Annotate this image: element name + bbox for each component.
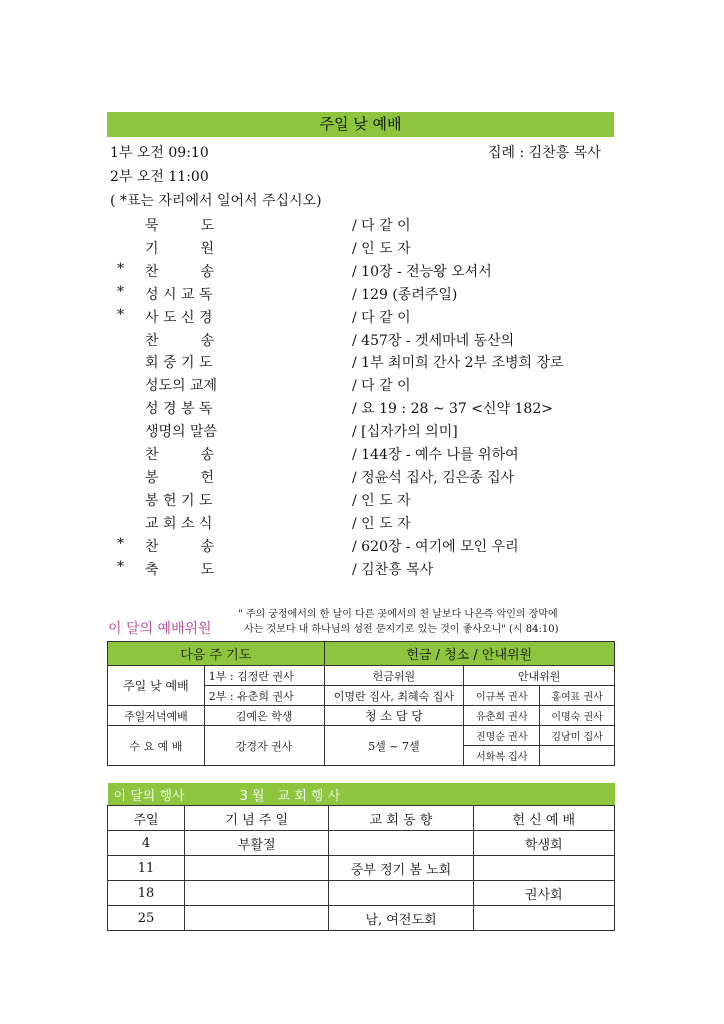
events-header-row — [108, 783, 615, 806]
standing-marker: * — [117, 260, 124, 277]
order-item-name: 성 시 교 독 — [145, 286, 213, 303]
table-row — [108, 706, 615, 726]
table-cell: 18 — [108, 881, 185, 906]
column-header: 교 회 동 향 — [329, 806, 473, 831]
monthly-committee-label: 이 달의 예배위원 — [108, 621, 212, 637]
scripture-quote — [238, 607, 559, 637]
order-item-name: 찬 송 — [145, 263, 215, 280]
evening-offering: 청 소 담 당 — [324, 706, 464, 726]
order-item-name: 찬 송 — [145, 332, 215, 349]
table-cell — [185, 906, 329, 931]
order-item-name: 생명의 말씀 — [145, 424, 218, 441]
table-cell: 남, 여전도회 — [329, 906, 473, 931]
evening-prayer: 김예은 학생 — [204, 706, 324, 726]
order-item-name: 교 회 소 식 — [145, 515, 213, 532]
header-prayer: 다음 주 기도 — [108, 642, 325, 666]
order-row — [107, 282, 614, 304]
order-row — [107, 396, 614, 418]
order-row — [107, 488, 614, 510]
table-cell — [473, 856, 614, 881]
table-row — [108, 666, 615, 686]
table-cell — [473, 906, 614, 931]
committee-header-row — [108, 642, 615, 666]
table-row — [108, 856, 615, 881]
committee-table — [107, 641, 615, 766]
order-item-value: / 다 같 이 — [352, 309, 411, 326]
sub-offering: 헌금위원 — [324, 666, 464, 686]
events-title: 3 월 교 회 행 사 — [185, 783, 615, 806]
order-item-value: / 457장 - 겟세마네 동산의 — [352, 332, 515, 349]
usher-cell — [540, 746, 615, 766]
events-table — [107, 783, 615, 931]
order-item-name: 회 중 기 도 — [145, 355, 213, 372]
table-row — [108, 726, 615, 746]
order-item-value: / 144장 - 예수 나를 위하여 — [352, 447, 519, 463]
order-row — [107, 442, 614, 464]
table-row — [108, 881, 615, 906]
usher-cell: 이규복 권사 — [464, 686, 540, 706]
order-item-name: 성 경 봉 독 — [145, 401, 213, 418]
sunday-offering: 이명란 집사, 최혜숙 집사 — [324, 686, 464, 706]
order-item-name: 봉 헌 — [145, 469, 215, 486]
order-item-name: 찬 송 — [145, 447, 215, 463]
usher-cell: 서화복 집사 — [464, 746, 540, 766]
wednesday-offering: 5셀 ~ 7셀 — [324, 726, 464, 766]
order-item-value: / [십자가의 의미] — [352, 424, 458, 441]
usher-cell: 진명순 권사 — [464, 726, 540, 746]
standing-marker: * — [117, 535, 124, 552]
table-row — [108, 906, 615, 931]
order-row — [107, 236, 614, 258]
standing-marker: * — [117, 306, 124, 323]
events-column-headers — [108, 806, 615, 831]
order-item-name: 성도의 교제 — [145, 378, 218, 395]
service-time-1: 1부 오전 09:10 — [110, 145, 209, 161]
order-row — [107, 373, 614, 395]
usher-cell: 이명숙 권사 — [540, 706, 615, 726]
table-cell — [329, 881, 473, 906]
usher-cell: 김남미 집사 — [540, 726, 615, 746]
service-time-2: 2부 오전 11:00 — [110, 169, 209, 185]
table-cell: 11 — [108, 856, 185, 881]
order-item-name: 기 원 — [145, 240, 215, 257]
column-header: 헌 신 예 배 — [473, 806, 614, 831]
sunday-label: 주일 낮 예배 — [108, 666, 205, 706]
order-item-value: / 인 도 자 — [352, 240, 411, 257]
order-item-value: / 10장 - 전능왕 오셔서 — [352, 263, 492, 280]
order-row — [107, 511, 614, 533]
order-item-name: 사 도 신 경 — [145, 309, 213, 326]
events-label: 이 달의 행사 — [108, 783, 185, 806]
table-cell — [185, 856, 329, 881]
table-cell: 부활절 — [185, 831, 329, 856]
table-cell: 권사회 — [473, 881, 614, 906]
order-item-name: 찬 송 — [145, 538, 215, 555]
table-cell — [185, 881, 329, 906]
wednesday-label: 수 요 예 배 — [108, 726, 205, 766]
column-header: 주일 — [108, 806, 185, 831]
order-item-value: / 김찬흥 목사 — [352, 561, 434, 578]
wednesday-prayer: 강경자 권사 — [204, 726, 324, 766]
header-offering: 헌금 / 청소 / 안내위원 — [324, 642, 615, 666]
order-item-value: / 620장 - 여기에 모인 우리 — [352, 538, 519, 555]
order-row — [107, 213, 614, 235]
standing-marker: * — [117, 283, 124, 300]
order-row — [107, 328, 614, 350]
order-item-value: / 1부 최미희 간사 2부 조병희 장로 — [352, 355, 564, 372]
quote-line-1: " 주의 궁정에서의 한 날이 다른 곳에서의 천 날보다 나은즉 악인의 장막에 — [238, 609, 558, 620]
order-item-value: / 다 같 이 — [352, 218, 411, 234]
table-cell: 25 — [108, 906, 185, 931]
evening-label: 주일저녁예배 — [108, 706, 205, 726]
quote-line-2: 사는 것보다 내 하나님의 성전 문지기로 있는 것이 좋사오니" (시 84:10) — [244, 624, 559, 635]
service-title: 주일 낮 예배 — [107, 112, 614, 137]
column-header: 기 념 주 일 — [185, 806, 329, 831]
order-item-value: / 129 (종려주일) — [352, 286, 458, 303]
order-item-name: 묵 도 — [145, 218, 215, 234]
table-cell — [329, 831, 473, 856]
order-row — [107, 465, 614, 487]
table-row — [108, 831, 615, 856]
sunday-prayer-1: 1부 : 김정란 권사 — [204, 666, 324, 686]
order-row — [107, 557, 614, 579]
order-item-value: / 인 도 자 — [352, 492, 411, 509]
order-row — [107, 259, 614, 281]
order-row — [107, 350, 614, 372]
order-item-value: / 인 도 자 — [352, 515, 411, 532]
order-item-name: 봉 헌 기 도 — [145, 492, 213, 509]
order-item-value: / 요 19 : 28 ~ 37 <신약 182> — [352, 401, 553, 418]
table-cell: 중부 정기 봄 노회 — [329, 856, 473, 881]
sub-usher: 안내위원 — [464, 666, 615, 686]
table-cell: 4 — [108, 831, 185, 856]
order-item-value: / 다 같 이 — [352, 378, 411, 395]
order-item-value: / 정윤석 집사, 김은종 집사 — [352, 469, 515, 486]
presider: 집례 : 김찬흥 목사 — [488, 145, 601, 161]
order-row — [107, 305, 614, 327]
order-row — [107, 419, 614, 441]
standing-marker: * — [117, 558, 124, 575]
sunday-prayer-2: 2부 : 유춘희 권사 — [204, 686, 324, 706]
usher-cell: 유춘희 권사 — [464, 706, 540, 726]
order-row — [107, 534, 614, 556]
standing-note: ( *표는 자리에서 일어서 주십시오) — [110, 193, 322, 209]
order-item-name: 축 도 — [145, 561, 215, 578]
usher-cell: 홍여표 권사 — [540, 686, 615, 706]
table-cell: 학생회 — [473, 831, 614, 856]
